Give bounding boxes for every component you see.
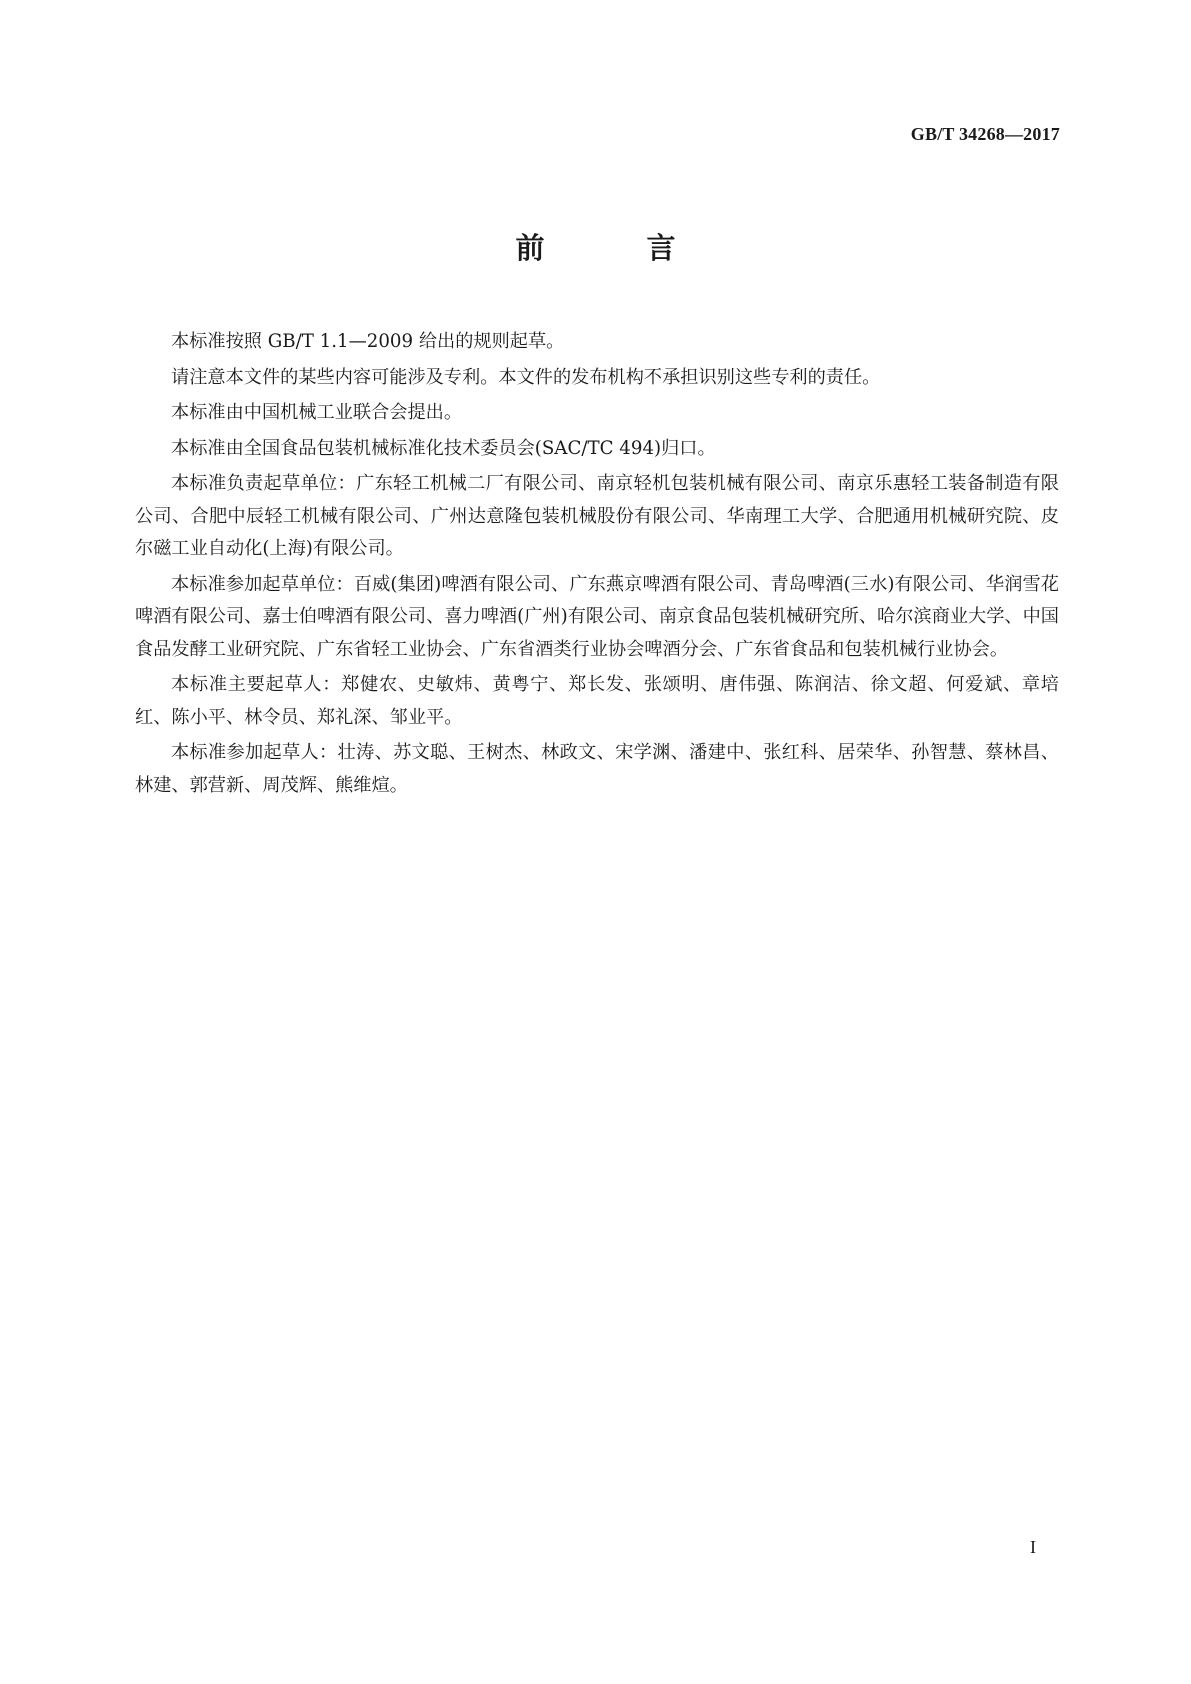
foreword-body xyxy=(135,326,1059,805)
paragraph-drafting-rules: 本标准按照 GB/T 1.1—2009 给出的规则起草。 xyxy=(171,331,565,352)
page-number: I xyxy=(1030,1537,1036,1557)
page-title: 前 言 xyxy=(515,231,722,265)
paragraph-lead-drafting-units: 本标准负责起草单位：广东轻工机械二厂有限公司、南京轻机包装机械有限公司、南京乐惠轻工装备制造有限公司、合肥中辰轻工机械有限公司、广州达意隆包装机械股份有限公司、华南理工大学、合肥通用机械研究院、皮尔磁工业自动化(上海)有限公司。 xyxy=(135,473,1059,559)
paragraph-proposer: 本标准由中国机械工业联合会提出。 xyxy=(171,402,463,423)
standard-code: GB/T 34268—2017 xyxy=(910,124,1060,144)
paragraph-patent-notice: 请注意本文件的某些内容可能涉及专利。本文件的发布机构不承担识别这些专利的责任。 xyxy=(171,366,881,388)
paragraph-administrator: 本标准由全国食品包装机械标准化技术委员会(SAC/TC 494)归口。 xyxy=(171,437,716,459)
paragraph-participating-drafters: 本标准参加起草人：壮涛、苏文聪、王树杰、林政文、宋学渊、潘建中、张红科、居荣华、孙智慧、蔡林昌、林建、郭营新、周茂辉、熊维煊。 xyxy=(135,742,1059,796)
paragraph-participating-units: 本标准参加起草单位：百威(集团)啤酒有限公司、广东燕京啤酒有限公司、青岛啤酒(三水)有限公司、华润雪花啤酒有限公司、嘉士伯啤酒有限公司、喜力啤酒(广州)有限公司、南京食品包装机械研究所、哈尔滨商业大学、中国食品发酵工业研究院、广东省轻工业协会、广东省酒类行业协会啤酒分会、广东省食品和包装机械行业协会。 xyxy=(135,573,1059,660)
paragraph-main-drafters: 本标准主要起草人：郑健农、史敏炜、黄粤宁、郑长发、张颂明、唐伟强、陈润洁、徐文超、何爱斌、章培红、陈小平、林令员、郑礼深、邹业平。 xyxy=(135,674,1059,728)
